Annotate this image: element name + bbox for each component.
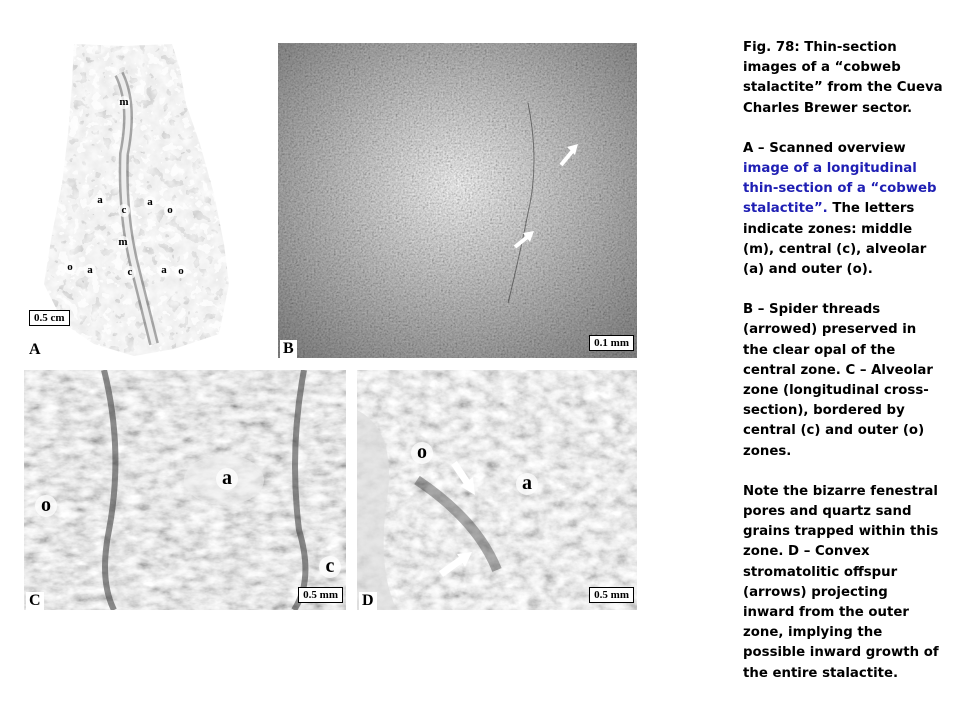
micrograph-image xyxy=(24,370,346,610)
zone-label-o: o xyxy=(35,495,57,517)
zone-label-a: a xyxy=(516,473,538,495)
zone-label-c: c xyxy=(124,266,136,279)
panel-label-b: B xyxy=(280,340,297,358)
zone-label-c: c xyxy=(319,556,341,578)
scale-bar: 0.5 cm xyxy=(29,310,70,326)
figure-panel-a xyxy=(24,44,268,359)
zone-label-a: a xyxy=(158,264,170,277)
caption-panel-b-c: B – Spider threads (arrowed) preserved in the clear opal of the central zone. C – Alveolar zone (longitudinal cross-section), bordered by central (c) and outer (o) zones. xyxy=(743,302,933,459)
caption-text: A – Scanned overview xyxy=(743,140,906,156)
zone-label-o: o xyxy=(175,265,187,278)
zone-label-o: o xyxy=(64,261,76,274)
zone-label-m: m xyxy=(119,96,129,108)
scale-bar: 0.5 mm xyxy=(589,587,634,603)
zone-label-a: a xyxy=(94,194,106,207)
caption-panel-d: Note the bizarre fenestral pores and quartz sand grains trapped within this zone. D – Convex stromatolitic offspur (arrows) projecting inward from the outer zone, implying the possible inward growth of the entire stalactite. xyxy=(743,483,939,681)
caption-panel-a xyxy=(743,139,943,280)
caption-text: The letters indicate zones: middle (m), central (c), alveolar (a) and outer (o). xyxy=(743,201,927,278)
zone-label-c: c xyxy=(118,204,130,217)
zone-label-a: a xyxy=(84,264,96,277)
panel-label-d: D xyxy=(359,592,377,610)
scale-bar: 0.1 mm xyxy=(589,335,634,351)
figure-caption xyxy=(743,38,943,704)
figure-panel-b xyxy=(278,43,637,358)
figure-panel-d xyxy=(357,370,637,610)
panel-label-a: A xyxy=(26,341,44,359)
caption-title: Fig. 78: Thin-section images of a “cobweb stalactite” from the Cueva Charles Brewer sector. xyxy=(743,40,943,116)
zone-label-m: m xyxy=(118,236,128,248)
micrograph-image xyxy=(278,43,637,358)
zone-label-o: o xyxy=(164,204,176,217)
zone-label-o: o xyxy=(411,442,433,464)
scale-bar: 0.5 mm xyxy=(298,587,343,603)
micrograph-image xyxy=(357,370,637,610)
figure-panel-c xyxy=(24,370,346,610)
caption-highlight: image of a longitudinal thin-section of a “cobweb stalactite”. xyxy=(743,161,937,217)
zone-label-a: a xyxy=(216,468,238,490)
zone-label-a: a xyxy=(144,196,156,209)
panel-label-c: C xyxy=(26,592,44,610)
